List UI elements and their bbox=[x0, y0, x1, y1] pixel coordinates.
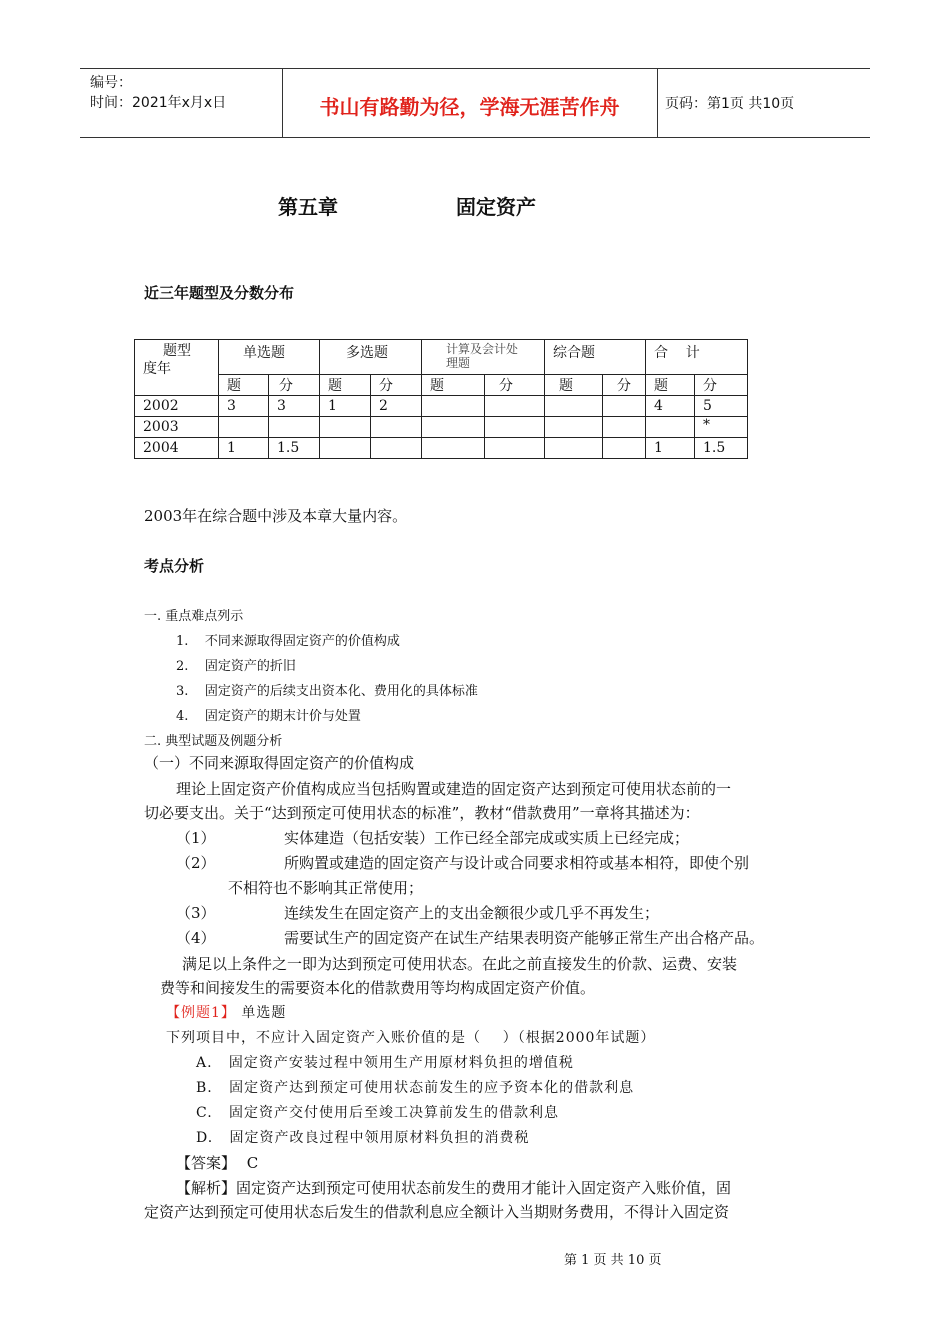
outline-item: 2. 固定资产的折旧 bbox=[176, 659, 296, 674]
answer-label: 【答案】 bbox=[176, 1154, 237, 1172]
corner-type-label: 题型 bbox=[163, 343, 191, 359]
condition-text: 所购置或建造的固定资产与设计或合同要求相符或基本相符，即使个别 bbox=[284, 854, 750, 872]
sub-fen: 分 bbox=[603, 375, 646, 396]
analysis-text: 固定资产达到预定可使用状态前发生的费用才能计入固定资产入账价值，固 bbox=[236, 1179, 732, 1197]
table-cell bbox=[545, 438, 603, 459]
example-option: C. 固定资产交付使用后至竣工决算前发生的借款利息 bbox=[196, 1105, 560, 1121]
page-footer: 第 1 页 共 10 页 bbox=[564, 1253, 662, 1268]
score-distribution-table bbox=[134, 339, 748, 459]
condition-text: 连续发生在固定资产上的支出金额很少或几乎不再发生； bbox=[284, 904, 660, 922]
subsection-title: （一）不同来源取得固定资产的价值构成 bbox=[144, 754, 415, 772]
analysis-label: 【解析】 bbox=[176, 1179, 237, 1197]
table-row bbox=[135, 438, 748, 459]
outline-part2: 二. 典型试题及例题分析 bbox=[144, 734, 283, 749]
condition-number: （4） bbox=[176, 929, 216, 947]
example-question: 下列项目中，不应计入固定资产入账价值的是（ ）（根据2000年试题） bbox=[166, 1030, 656, 1046]
header-motto: 书山有路勤为径，学海无涯苦作舟 bbox=[319, 95, 620, 119]
sub-ti: 题 bbox=[422, 375, 485, 396]
table-cell bbox=[422, 417, 485, 438]
answer-line bbox=[176, 1152, 258, 1173]
corner-year-label: 度年 bbox=[143, 361, 171, 377]
table-cell: 1 bbox=[219, 438, 269, 459]
header-meta bbox=[90, 73, 226, 113]
table-cell: 5 bbox=[695, 396, 748, 417]
sub-ti: 题 bbox=[545, 375, 603, 396]
table-header-row bbox=[135, 340, 748, 375]
sub-fen: 分 bbox=[269, 375, 320, 396]
col-group-comprehensive: 综合题 bbox=[545, 340, 646, 375]
table-row bbox=[135, 396, 748, 417]
table-cell bbox=[320, 417, 371, 438]
table-cell bbox=[545, 396, 603, 417]
condition-number: （2） bbox=[176, 854, 216, 872]
sub-ti: 题 bbox=[646, 375, 695, 396]
paragraph-line: 满足以上条件之一即为达到预定可使用状态。在此之前直接发生的价款、运费、安装 bbox=[182, 955, 738, 973]
sub-ti: 题 bbox=[219, 375, 269, 396]
analysis-line: 定资产达到预定可使用状态后发生的借款利息应全额计入当期财务费用，不得计入固定资 bbox=[144, 1203, 730, 1221]
row-year: 2003 bbox=[135, 417, 219, 438]
analysis-line bbox=[176, 1177, 731, 1198]
condition-text: 实体建造（包括安装）工作已经全部完成或实质上已经完成； bbox=[284, 829, 690, 847]
table-cell bbox=[320, 438, 371, 459]
condition-number: （3） bbox=[176, 904, 216, 922]
paragraph-line: 切必要支出。关于“达到预定可使用状态的标准”，教材“借款费用”一章将其描述为： bbox=[144, 804, 700, 822]
table-cell: 1.5 bbox=[269, 438, 320, 459]
table-cell bbox=[485, 417, 545, 438]
header-time: 时间：2021年x月x日 bbox=[90, 95, 227, 111]
table-cell bbox=[646, 417, 695, 438]
outline-item: 4. 固定资产的期末计价与处置 bbox=[176, 709, 361, 724]
row-year: 2004 bbox=[135, 438, 219, 459]
note-2003: 2003年在综合题中涉及本章大量内容。 bbox=[144, 507, 408, 525]
page-header bbox=[80, 68, 870, 138]
condition-number: （1） bbox=[176, 829, 216, 847]
col-group-multi-choice: 多选题 bbox=[320, 340, 422, 375]
table-cell bbox=[422, 396, 485, 417]
header-number: 编号： bbox=[90, 75, 132, 91]
example-tag: 【例题1】 bbox=[166, 1005, 236, 1021]
table-cell bbox=[371, 417, 422, 438]
example-type: 单选题 bbox=[241, 1005, 287, 1021]
answer-value: C bbox=[246, 1154, 259, 1172]
table-cell: * bbox=[695, 417, 748, 438]
section-heading-analysis: 考点分析 bbox=[144, 557, 205, 575]
table-cell: 1.5 bbox=[695, 438, 748, 459]
table-cell: 3 bbox=[269, 396, 320, 417]
table-cell bbox=[269, 417, 320, 438]
col-group-calculation: 计算及会计处理题 bbox=[422, 340, 545, 375]
col-group-single-choice: 单选题 bbox=[219, 340, 320, 375]
table-cell bbox=[485, 396, 545, 417]
sub-fen: 分 bbox=[371, 375, 422, 396]
example-option: B. 固定资产达到预定可使用状态前发生的应予资本化的借款利息 bbox=[196, 1080, 635, 1096]
paragraph-line: 理论上固定资产价值构成应当包括购置或建造的固定资产达到预定可使用状态前的一 bbox=[176, 780, 732, 798]
outline-item: 3. 固定资产的后续支出资本化、费用化的具体标准 bbox=[176, 684, 478, 699]
table-cell bbox=[603, 438, 646, 459]
example-header bbox=[166, 1002, 286, 1022]
outline-part1: 一. 重点难点列示 bbox=[144, 609, 244, 624]
condition-text: 需要试生产的固定资产在试生产结果表明资产能够正常生产出合格产品。 bbox=[284, 929, 765, 947]
chapter-title: 固定资产 bbox=[456, 195, 536, 219]
table-cell: 1 bbox=[646, 438, 695, 459]
table-subheader-row bbox=[135, 375, 748, 396]
table-cell: 2 bbox=[371, 396, 422, 417]
table-cell bbox=[603, 396, 646, 417]
condition-text: 不相符也不影响其正常使用； bbox=[228, 879, 424, 897]
table-cell bbox=[422, 438, 485, 459]
table-cell: 4 bbox=[646, 396, 695, 417]
table-cell bbox=[545, 417, 603, 438]
example-option: A. 固定资产安装过程中领用生产用原材料负担的增值税 bbox=[196, 1055, 574, 1071]
header-page-info: 页码：第1页 共10页 bbox=[665, 96, 795, 112]
example-option: D. 固定资产改良过程中领用原材料负担的消费税 bbox=[196, 1130, 530, 1146]
paragraph-line: 费等和间接发生的需要资本化的借款费用等均构成固定资产价值。 bbox=[160, 979, 596, 997]
header-divider bbox=[657, 69, 658, 137]
table-cell: 1 bbox=[320, 396, 371, 417]
sub-fen: 分 bbox=[695, 375, 748, 396]
table-corner-cell bbox=[135, 340, 219, 396]
table-cell bbox=[371, 438, 422, 459]
sub-ti: 题 bbox=[320, 375, 371, 396]
chapter-number: 第五章 bbox=[278, 195, 338, 219]
col-group-total: 合 计 bbox=[646, 340, 748, 375]
table-cell bbox=[485, 438, 545, 459]
section-heading-distribution: 近三年题型及分数分布 bbox=[144, 284, 295, 302]
table-row bbox=[135, 417, 748, 438]
table-cell: 3 bbox=[219, 396, 269, 417]
row-year: 2002 bbox=[135, 396, 219, 417]
sub-fen: 分 bbox=[485, 375, 545, 396]
table-cell bbox=[603, 417, 646, 438]
table-cell bbox=[219, 417, 269, 438]
outline-item: 1. 不同来源取得固定资产的价值构成 bbox=[176, 634, 400, 649]
